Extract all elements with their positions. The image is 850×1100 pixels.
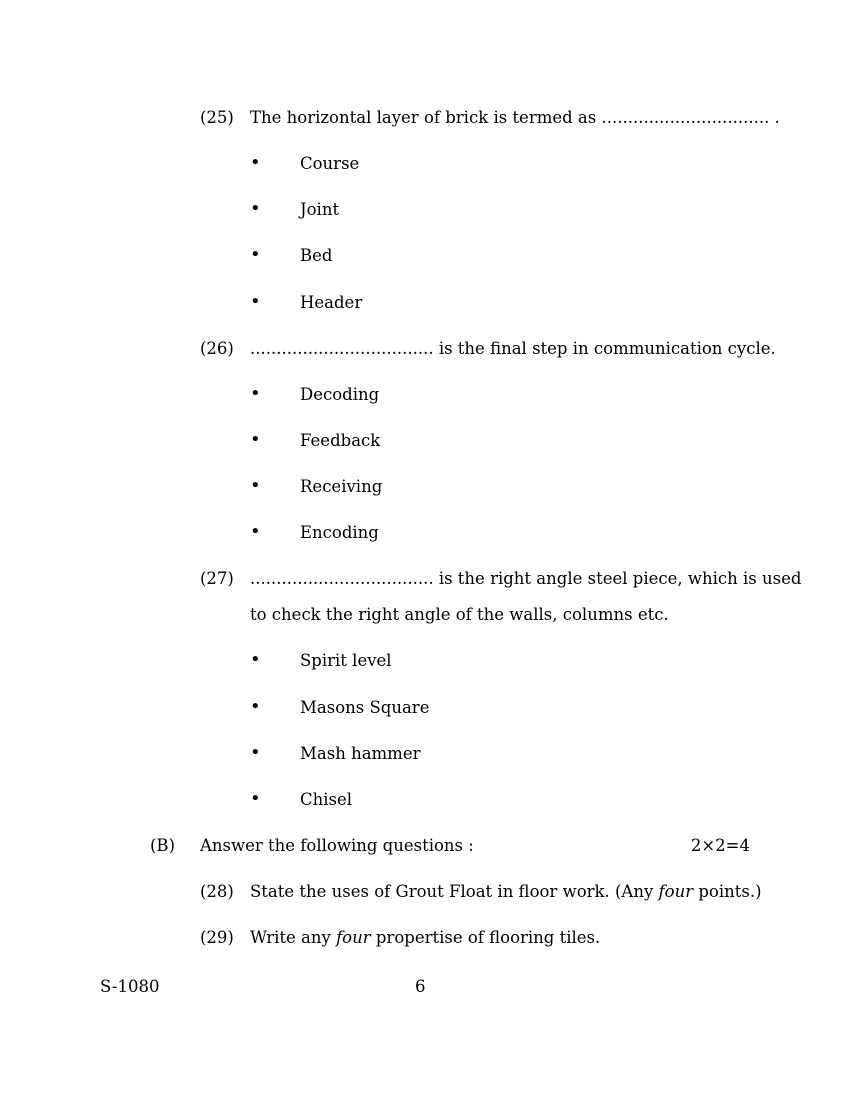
option-text: Decoding [300,385,380,404]
bullet-icon: • [250,649,261,670]
bullet-icon: • [250,429,261,450]
option-text: Receiving [300,477,383,496]
question-emphasis: four [336,928,371,947]
question-text [250,882,762,902]
question-text: The horizontal layer of brick is termed as ................................ . [250,108,780,127]
question-text-part: State the uses of Grout Float in floor work. (Any [250,882,659,901]
option-text: Bed [300,246,333,265]
option-text: Masons Square [300,698,430,717]
option-text: Chisel [300,790,353,809]
option-text: Spirit level [300,651,392,670]
option-text: Header [300,293,363,312]
bullet-icon: • [250,521,261,542]
question-number: (26) [200,339,234,358]
bullet-icon: • [250,152,261,173]
section-heading: Answer the following questions : [200,836,474,855]
bullet-icon: • [250,198,261,219]
bullet-icon: • [250,383,261,404]
section-marks: 2×2=4 [690,836,750,855]
question-text: ................................... is the final step in communication cycle. [250,339,776,358]
option-text: Course [300,154,360,173]
question-text-part: points.) [693,882,762,901]
question-number: (29) [200,928,234,947]
option-text: Joint [300,200,340,219]
option-text: Feedback [300,431,381,450]
bullet-icon: • [250,291,261,312]
question-text-line-2: to check the right angle of the walls, columns etc. [250,605,669,624]
question-text-part: Write any [250,928,337,947]
paper-code: S-1080 [100,977,160,996]
section-label: (B) [150,836,175,855]
question-emphasis: four [658,882,694,901]
option-text: Mash hammer [300,744,421,763]
question-text-line-1: ................................... is the right angle steel piece, which is used [250,569,802,588]
bullet-icon: • [250,788,261,809]
section-heading-row [200,836,750,856]
question-text [250,928,600,948]
question-text-part: propertise of flooring tiles. [370,928,601,947]
option-text: Encoding [300,523,379,542]
page-number: 6 [415,977,426,996]
question-number: (25) [200,108,234,127]
bullet-icon: • [250,475,261,496]
bullet-icon: • [250,742,261,763]
bullet-icon: • [250,696,261,717]
bullet-icon: • [250,244,261,265]
question-number: (27) [200,569,234,588]
question-number: (28) [200,882,234,901]
